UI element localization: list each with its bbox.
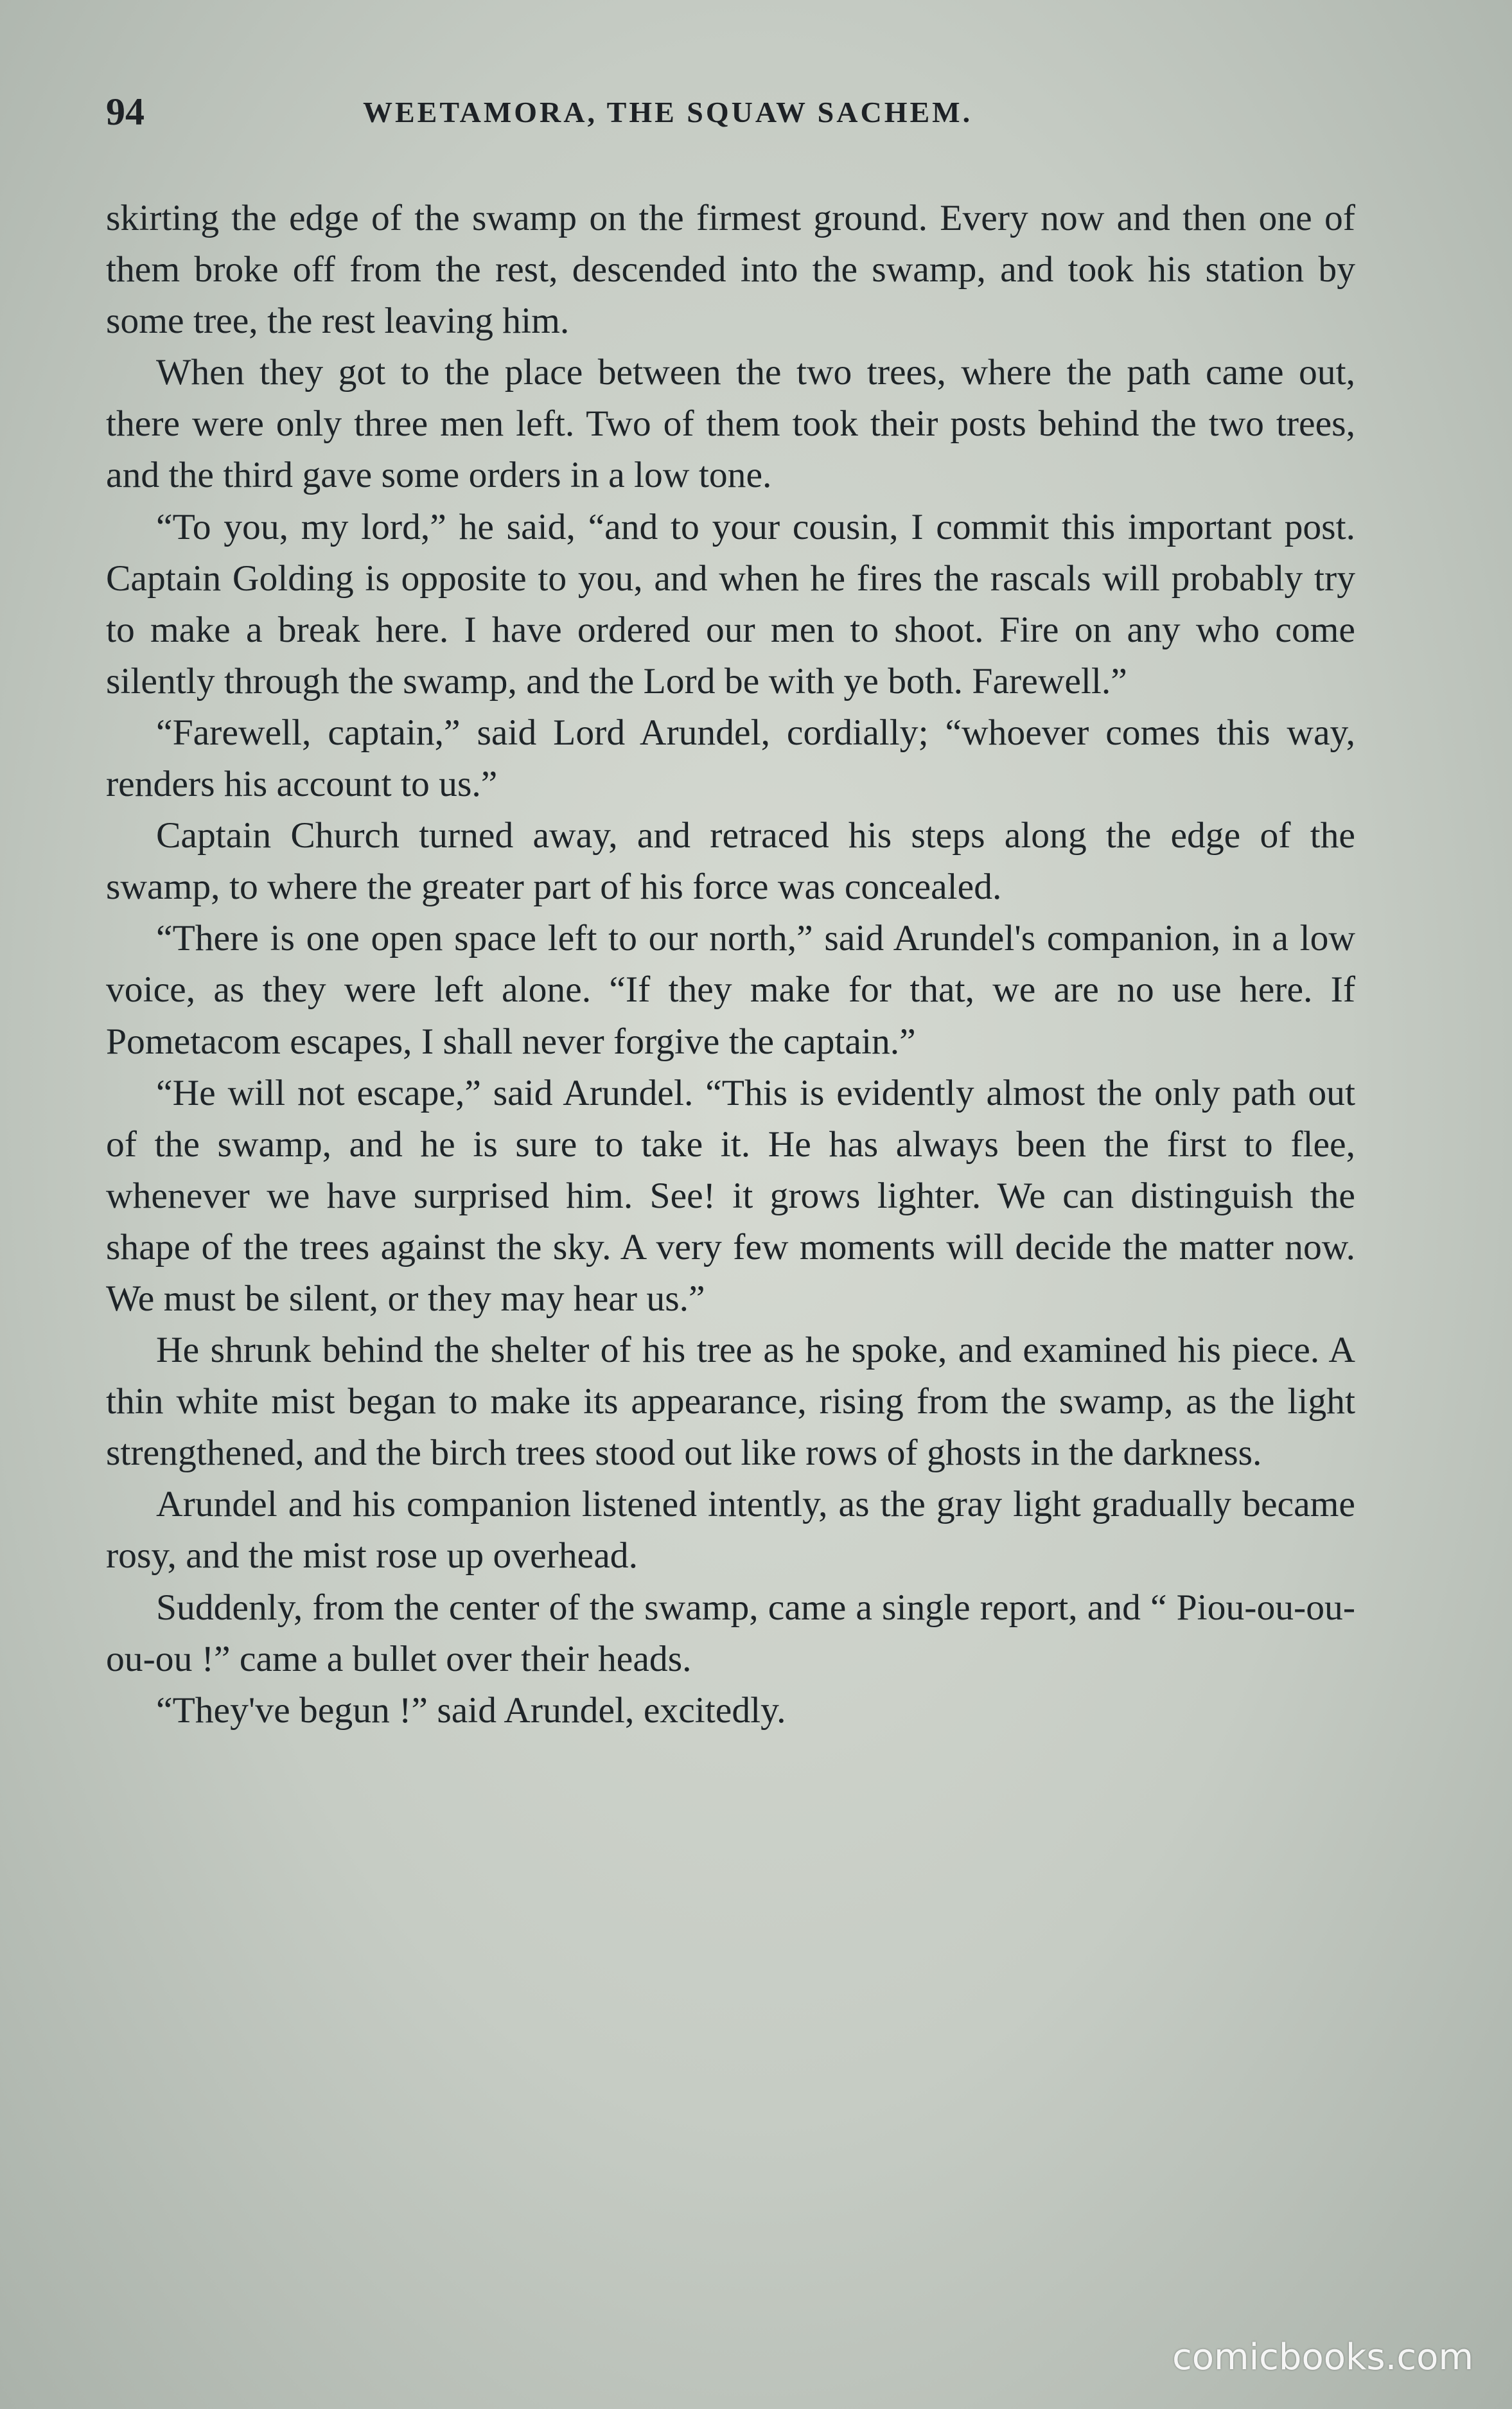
paragraph: Arundel and his companion listened intently, as the gray light gradually became rosy, and the mist rose up overhead. [106, 1484, 1355, 1576]
paragraph: “He will not escape,” said Arundel. “This is evidently almost the only path out of the swamp, and he is sure to take it. He has always been the first to flee, whenever we have surprised him. See! it grows lighter. We can distinguish the shape of the trees against the sky. A very few moments will decide the matter now. We must be silent, or they may hear us.” [106, 1072, 1355, 1319]
paragraph: skirting the edge of the swamp on the firmest ground. Every now and then one of them broke off from the rest, descended into the swamp, and took his station by some tree, the rest leaving him. [106, 198, 1355, 342]
paragraph: “Farewell, captain,” said Lord Arundel, cordially; “whoever comes this way, renders his account to us.” [106, 712, 1355, 805]
page-number: 94 [106, 91, 145, 133]
paragraph: “They've begun !” said Arundel, excitedly. [156, 1690, 786, 1731]
paragraph: Suddenly, from the center of the swamp, came a single report, and “ Piou-ou-ou-ou-ou !” came a bullet over their heads. [106, 1587, 1355, 1679]
paragraph: When they got to the place between the two trees, where the path came out, there were only three men left. Two of them took their posts behind the two trees, and the third gave some orders in a low tone. [106, 352, 1355, 496]
paragraph: “To you, my lord,” he said, “and to your cousin, I commit this important post. Captain Golding is opposite to you, and when he fires the rascals will probably try to make a break here. I have ordered our men to shoot. Fire on any who come silently through the swamp, and the Lord be with ye both. Farewell.” [106, 506, 1355, 702]
watermark: comicbooks.com [1172, 2336, 1473, 2378]
running-head: WEETAMORA, THE SQUAW SACHEM. [363, 96, 973, 128]
paragraph: Captain Church turned away, and retraced his steps along the edge of the swamp, to where the greater part of his force was concealed. [106, 815, 1355, 908]
paragraph: “There is one open space left to our north,” said Arundel's companion, in a low voice, as they were left alone. “If they make for that, we are no use here. If Pometacom escapes, I shall never forgive the captain.” [106, 918, 1355, 1062]
paragraph: He shrunk behind the shelter of his tree as he spoke, and examined his piece. A thin white mist began to make its appearance, rising from the swamp, as the light strengthened, and the birch trees stood out like rows of ghosts in the darkness. [106, 1330, 1355, 1474]
page-header [106, 84, 1365, 148]
body-text [106, 193, 1355, 1736]
